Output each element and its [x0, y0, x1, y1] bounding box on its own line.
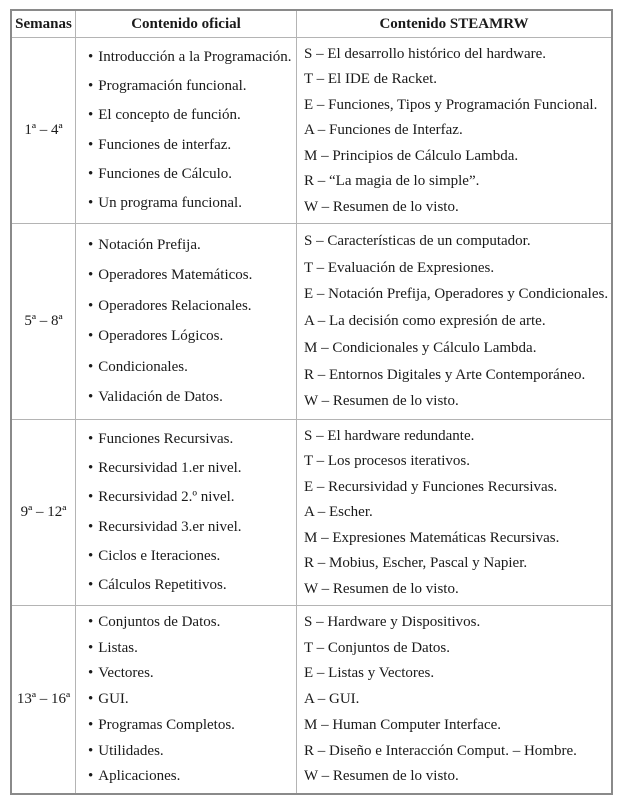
steamrw-content-cell — [296, 223, 611, 419]
steamrw-topic-item: W – Resumen de lo visto. — [304, 580, 459, 597]
official-content-cell — [75, 223, 296, 419]
topic-text: Ciclos e Iteraciones. — [98, 547, 221, 564]
bullet-icon: • — [88, 297, 94, 314]
official-topic-item — [88, 48, 293, 67]
steamrw-topic-item: A – Funciones de Interfaz. — [304, 122, 463, 138]
official-topic-item — [88, 742, 293, 761]
steamrw-topic-item: R – Mobius, Escher, Pascal y Napier. — [304, 555, 528, 571]
official-topic-item — [88, 716, 293, 735]
topic-text: Funciones Recursivas. — [98, 431, 234, 448]
topic-text: Validación de Datos. — [98, 389, 223, 406]
official-topic-item — [88, 136, 293, 155]
topic-text: Operadores Matemáticos. — [98, 267, 253, 284]
steamrw-topic-item: T – El IDE de Racket. — [304, 71, 438, 87]
official-content-cell — [75, 37, 296, 223]
topic-text: Vectores. — [98, 665, 154, 682]
topic-text: Listas. — [98, 639, 138, 656]
official-topic-item — [88, 106, 293, 125]
steamrw-topic-item: W – Resumen de lo visto. — [304, 198, 459, 215]
bullet-icon: • — [88, 489, 94, 506]
official-topic-item — [88, 430, 293, 449]
steamrw-topic-item: A – GUI. — [304, 691, 360, 707]
weeks-cell: 13ª – 16ª — [12, 605, 75, 793]
official-topic-item — [88, 297, 293, 316]
topic-text: Utilidades. — [98, 742, 164, 759]
official-topic-item — [88, 488, 293, 507]
official-topic-item — [88, 459, 293, 478]
steamrw-topic-item: T – Conjuntos de Datos. — [304, 639, 450, 656]
official-topic-item — [88, 547, 293, 566]
official-topic-item — [88, 639, 293, 658]
official-topic-item — [88, 165, 293, 184]
steamrw-content-cell — [296, 605, 611, 793]
steamrw-topic-item: R – Diseño e Interacción Comput. – Hombre. — [304, 742, 577, 759]
steamrw-topic-item: R – Entornos Digitales y Arte Contemporáneo. — [304, 366, 586, 383]
official-topic-item — [88, 518, 293, 537]
topic-text: Recursividad 3.er nivel. — [98, 518, 242, 535]
official-topic-item — [88, 327, 293, 346]
curriculum-table — [10, 9, 613, 795]
official-topic-item — [88, 266, 293, 285]
topic-text: Funciones de Cálculo. — [98, 165, 232, 182]
official-topic-item — [88, 690, 293, 709]
topic-text: Programas Completos. — [98, 716, 235, 733]
header-contenido-oficial: Contenido oficial — [75, 11, 296, 37]
steamrw-topic-item: S – Hardware y Dispositivos. — [304, 613, 481, 630]
weeks-cell: 5ª – 8ª — [12, 223, 75, 419]
topic-text: Notación Prefija. — [98, 236, 201, 253]
steamrw-topic-item: E – Recursividad y Funciones Recursivas. — [304, 478, 558, 495]
steamrw-topic-item: M – Principios de Cálculo Lambda. — [304, 147, 519, 164]
topic-text: GUI. — [98, 691, 129, 707]
steamrw-topic-item: W – Resumen de lo visto. — [304, 393, 459, 410]
topic-text: Funciones de interfaz. — [98, 136, 232, 153]
official-topic-item — [88, 576, 293, 595]
bullet-icon: • — [88, 742, 94, 759]
steamrw-topic-list — [297, 38, 611, 223]
header-semanas: Semanas — [15, 15, 72, 32]
steamrw-topic-list — [297, 420, 611, 605]
bullet-icon: • — [88, 389, 94, 406]
bullet-icon: • — [88, 768, 94, 785]
steamrw-topic-item: M – Human Computer Interface. — [304, 716, 502, 733]
topic-text: Recursividad 1.er nivel. — [98, 460, 242, 477]
steamrw-topic-list — [297, 606, 611, 793]
header-contenido-steamrw: Contenido STEAMRW — [296, 11, 611, 37]
steamrw-topic-item: S – El desarrollo histórico del hardware. — [304, 45, 547, 62]
steamrw-topic-item: S – El hardware redundante. — [304, 427, 475, 444]
bullet-icon: • — [88, 194, 94, 211]
steamrw-topic-item: E – Listas y Vectores. — [304, 665, 435, 682]
steamrw-topic-item: E – Notación Prefija, Operadores y Condicionales. — [304, 286, 609, 303]
steamrw-topic-item: R – “La magia de lo simple”. — [304, 173, 480, 189]
weeks-cell: 9ª – 12ª — [12, 419, 75, 605]
bullet-icon: • — [88, 639, 94, 656]
bullet-icon: • — [88, 547, 94, 564]
official-content-cell — [75, 419, 296, 605]
topic-text: El concepto de función. — [98, 107, 241, 124]
topic-text: Un programa funcional. — [98, 194, 242, 211]
steamrw-topic-item: M – Expresiones Matemáticas Recursivas. — [304, 529, 560, 546]
steamrw-topic-item: T – Evaluación de Expresiones. — [304, 259, 495, 276]
bullet-icon: • — [88, 716, 94, 733]
steamrw-topic-item: E – Funciones, Tipos y Programación Funcional. — [304, 96, 598, 113]
bullet-icon: • — [88, 267, 94, 284]
topic-text: Recursividad 2.º nivel. — [98, 489, 235, 506]
official-topic-item — [88, 767, 293, 786]
steamrw-topic-item: W – Resumen de lo visto. — [304, 768, 459, 785]
official-topic-item — [88, 388, 293, 407]
steamrw-topic-item: A – La decisión como expresión de arte. — [304, 313, 546, 329]
bullet-icon: • — [88, 665, 94, 682]
bullet-icon: • — [88, 431, 94, 448]
weeks-cell: 1ª – 4ª — [12, 37, 75, 223]
bullet-icon: • — [88, 460, 94, 477]
steamrw-topic-list — [297, 224, 611, 419]
steamrw-topic-item: A – Escher. — [304, 504, 373, 520]
topic-text: Programación funcional. — [98, 78, 247, 95]
topic-text: Conjuntos de Datos. — [98, 613, 221, 630]
official-topic-list — [76, 224, 296, 419]
official-topic-list — [76, 420, 296, 605]
bullet-icon: • — [88, 136, 94, 153]
topic-text: Condicionales. — [98, 358, 188, 375]
bullet-icon: • — [88, 78, 94, 95]
topic-text: Aplicaciones. — [98, 768, 181, 785]
bullet-icon: • — [88, 691, 94, 707]
bullet-icon: • — [88, 107, 94, 124]
official-topic-list — [76, 38, 296, 223]
official-topic-item — [88, 77, 293, 96]
official-topic-item — [88, 194, 293, 213]
steamrw-topic-item: T – Los procesos iterativos. — [304, 453, 470, 469]
steamrw-content-cell — [296, 37, 611, 223]
steamrw-content-cell — [296, 419, 611, 605]
bullet-icon: • — [88, 613, 94, 630]
topic-text: Introducción a la Programación. — [98, 49, 292, 66]
official-content-cell — [75, 605, 296, 793]
bullet-icon: • — [88, 165, 94, 182]
bullet-icon: • — [88, 518, 94, 535]
steamrw-topic-item: S – Características de un computador. — [304, 232, 531, 249]
bullet-icon: • — [88, 236, 94, 253]
official-topic-item — [88, 664, 293, 683]
topic-text: Operadores Lógicos. — [98, 328, 224, 345]
official-topic-item — [88, 613, 293, 632]
official-topic-item — [88, 358, 293, 377]
official-topic-item — [88, 236, 293, 255]
topic-text: Operadores Relacionales. — [98, 297, 252, 314]
bullet-icon: • — [88, 328, 94, 345]
official-topic-list — [76, 606, 296, 793]
bullet-icon: • — [88, 358, 94, 375]
bullet-icon: • — [88, 49, 94, 66]
steamrw-topic-item: M – Condicionales y Cálculo Lambda. — [304, 339, 537, 356]
bullet-icon: • — [88, 576, 94, 593]
topic-text: Cálculos Repetitivos. — [98, 576, 227, 593]
